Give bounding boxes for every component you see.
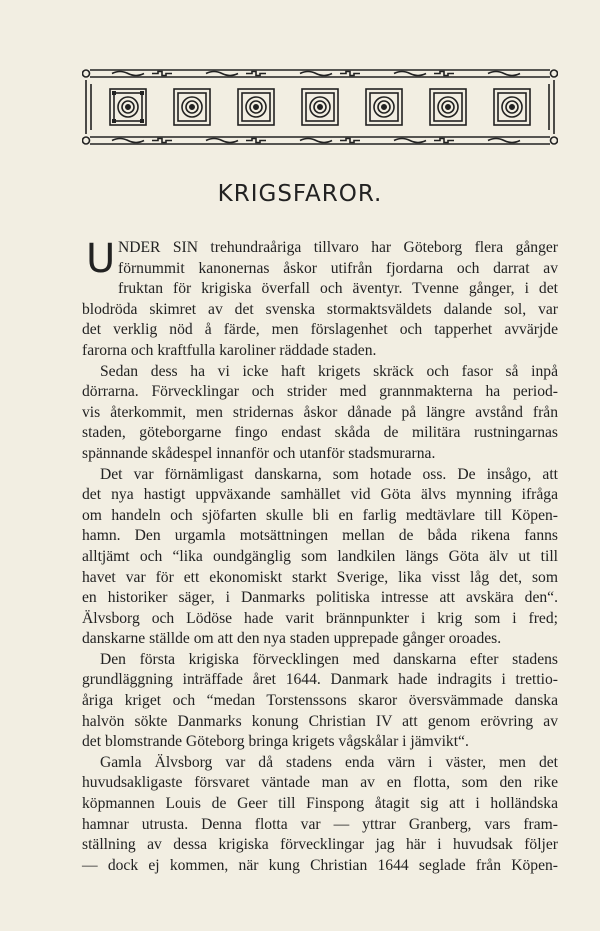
text-line: åriga kriget och “medan Torstenssons skaror översvämmade danska [82,692,558,710]
text-line: förnummit kanonernas åskor utifrån fjordarna och darrat av [118,259,558,277]
text-line: NDER SIN trehundraåriga tillvaro har Göteborg flera gånger [118,239,558,256]
text-line: alltjämt och “lika oundgänglig som landkilen längs Göta älv ut till [82,547,558,565]
text-line: Gamla Älvsborg var då stadens enda värn i väster, men det [100,753,558,771]
greek-key-border-icon [82,64,558,150]
text-line: grundläggning inträffade året 1644. Danmark hade indragits i trettio- [82,671,558,689]
text-line: blodröda skimret av det svenska stormaktsväldets dalande sol, var [82,300,558,318]
text-line: det verklig nöd å färde, men förslagenhet och tapperhet avvärjde [82,321,558,339]
text-line: staden, göteborgarne fingo endast skåda de militära rustningarnas [82,424,558,442]
text-line: dörrarna. Förvecklingar och strider med grannmakterna ha period- [82,383,558,401]
text-line: köpmannen Louis de Geer till Finspong åtagit sig att i holländska [82,795,558,813]
text-line: fruktan för krigiska överfall och äventyr. Tvenne gånger, i det [118,280,558,298]
text-line: danskarne ställde om att den nya staden upprepade gånger oroades. [82,630,502,648]
text-line: hamn. Den urgamla motsättningen mellan de båda rikena fanns [82,527,558,545]
text-line: vis återkommit, men stridernas åskor dånade på längre avstånd från [82,403,558,421]
text-line: Sedan dess ha vi icke haft krigets skräck och fasor så inpå [100,362,558,380]
text-line: farorna och kraftfulla karoliner räddade staden. [82,341,377,359]
text-line: om handeln och sjöfarten skulle bli en farlig medtävlare till Köpen- [82,506,558,524]
body-text [82,238,558,876]
drop-cap: U [86,236,116,282]
text-line: Det var förnämligast danskarna, som hotade oss. De insågo, att [100,465,558,483]
text-line: en historiker säger, i Danmarks politiska intresse att avskära den“. [82,589,558,607]
text-line: huvudsakligaste försvaret väntade man av en flotta, som den rike [82,774,558,792]
text-line: havet var för ett ekonomiskt starkt Sverige, lika visst låg det, som [82,568,558,586]
chapter-title: KRIGSFAROR. [217,181,383,207]
text-line: — dock ej kommen, när kung Christian 1644 seglade från Köpen- [82,856,558,874]
text-line: halvön sökte Danmarks konung Christian IV att genom erövring av [82,712,558,730]
text-line: hamnar utrusta. Denna flotta var — yttrar Granberg, vars fram- [82,815,558,833]
text-line: Älvsborg och Lödöse hade varit brännpunkter i krig som i fred; [82,609,558,627]
text-line: ställning av dessa krigiska förvecklingar jag här i huvudsak följer [82,836,558,854]
text-line: det nya hastigt uppväxande samhället vid Göta älvs mynning ifråga [82,486,558,504]
text-line: spännande skådespel innanför och utanför stadsmurarna. [82,444,436,462]
text-line: Den första krigiska förvecklingen med danskarna efter stadens [100,650,558,668]
text-line: det blomstrande Göteborg bringa krigets vågskålar i jämvikt“. [82,733,469,751]
